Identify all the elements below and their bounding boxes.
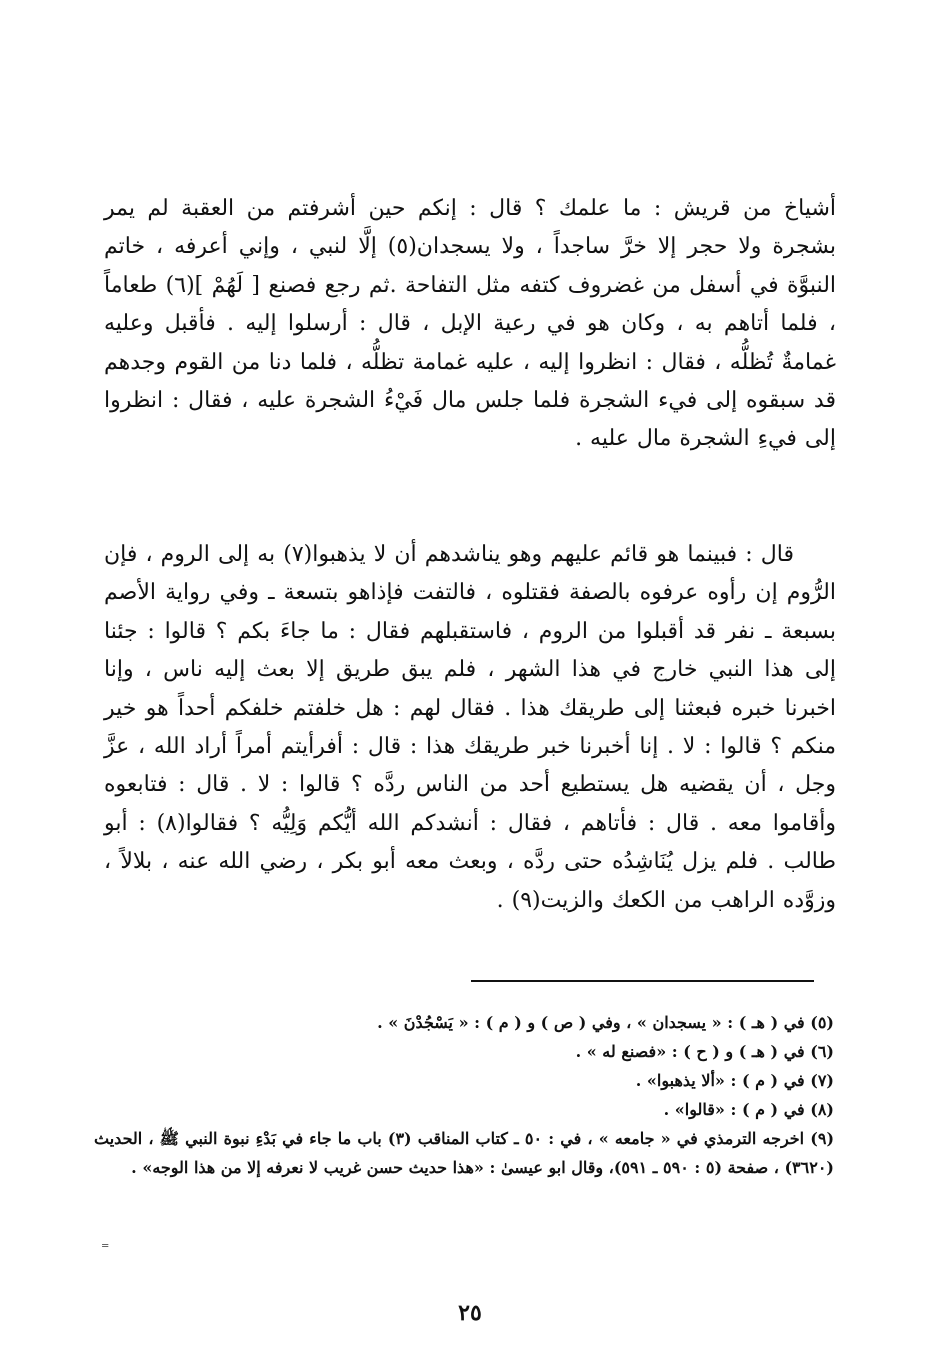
footnote-7: (٧) في ( م ) : «ألا يذهبوا» . (635, 1071, 834, 1090)
paragraph-1: أشياخ من قريش : ما علمك ؟ قال : إنكم حين أشرفتم من العقبة لم يمر بشجرة ولا حجر إلا خرَّ ساجداً ، ولا يسجدان(٥) إلَّا لنبي ، وإني أعرفه ، خاتم النبوَّة في أسفل من غضروف كتفه مثل التفاحة .ثم رجع فصنع [ لَهُمْ ](٦) طعاماً ، فلما أتاهم به ، وكان هو في رعية الإبل ، قال : أرسلوا إليه . فأقبل وعليه غمامةٌ تُظلُّه ، فقال : انظروا إليه ، عليه غمامة تظلُّه ، فلما دنا من القوم وجدهم قد سبقوه إلى فيء الشجرة فلما جلس مال فَيْءُ الشجرة عليه ، فقال : انظروا إلى فيءِ الشجرة مال عليه . (104, 196, 837, 452)
footnote-5: (٥) في ( هـ ) : « يسجدان » ، وفي ( ص ) و ( م ) : « يَسْجُدْنَ » . (377, 1013, 834, 1032)
footnote-separator (471, 980, 814, 982)
paragraph-2: قال : فبينما هو قائم عليهم وهو يناشدهم أن لا يذهبوا(٧) به إلى الروم ، فإن الرُّوم إن رأوه عرفوه بالصفة فقتلوه ، فالتفت فإذاهو بتسعة ـ وفي رواية الأصم بسبعة ـ نفر قد أقبلوا من الروم ، فاستقبلهم فقال : ما جاءَ بكم ؟ قالوا : جئنا إلى هذا النبي خارج في هذا الشهر ، فلم يبق طريق إلا بعث إليه ناس ، وإنا اخبرنا خبره فبعثنا إلى طريقك هذا . فقال لهم : هل خلفتم خلفكم أحداً هو خير منكم ؟ قالوا : لا . إنا أخبرنا خبر طريقك هذا : قال : أفرأيتم أمراً أراد الله ، عزَّ وجل ، أن يقضيه هل يستطيع أحد من الناس ردَّه ؟ قالوا : لا . قال : فتابعوه وأقاموا معه . قال : فأتاهم ، فقال : أنشدكم الله أيُّكم وَلِيُّه ؟ فقالوا(٨) : أبو طالب . فلم يزل يُنَاشِدُه حتى ردَّه ، وبعث معه أبو بكر ، رضي الله عنه ، بلالاً ، وزوَّده الراهب من الكعك والزيت(٩) . (104, 542, 836, 913)
footnote-6: (٦) في ( هـ ) و ( ح ) : «فصنع له » . (575, 1042, 834, 1061)
footnote-9: (٩) اخرجه الترمذي في « جامعه » ، في : ٥٠ ـ كتاب المناقب (٣) باب ما جاء في بَدْءِ نبوة النبي ﷺ ، الحديث (٣٦٢٠) ، صفحة (٥ : ٥٩٠ ـ ٥٩١)، وقال ابو عيسىٰ : «هذا حديث حسن غريب لا نعرفه إلا من هذا الوجه» . (94, 1129, 835, 1177)
footnotes (94, 1008, 834, 1182)
footnote-8: (٨) في ( م ) : «قالوا» . (663, 1100, 834, 1119)
stray-mark: = (101, 1241, 110, 1252)
page-number: ٢٥ (458, 1300, 482, 1326)
